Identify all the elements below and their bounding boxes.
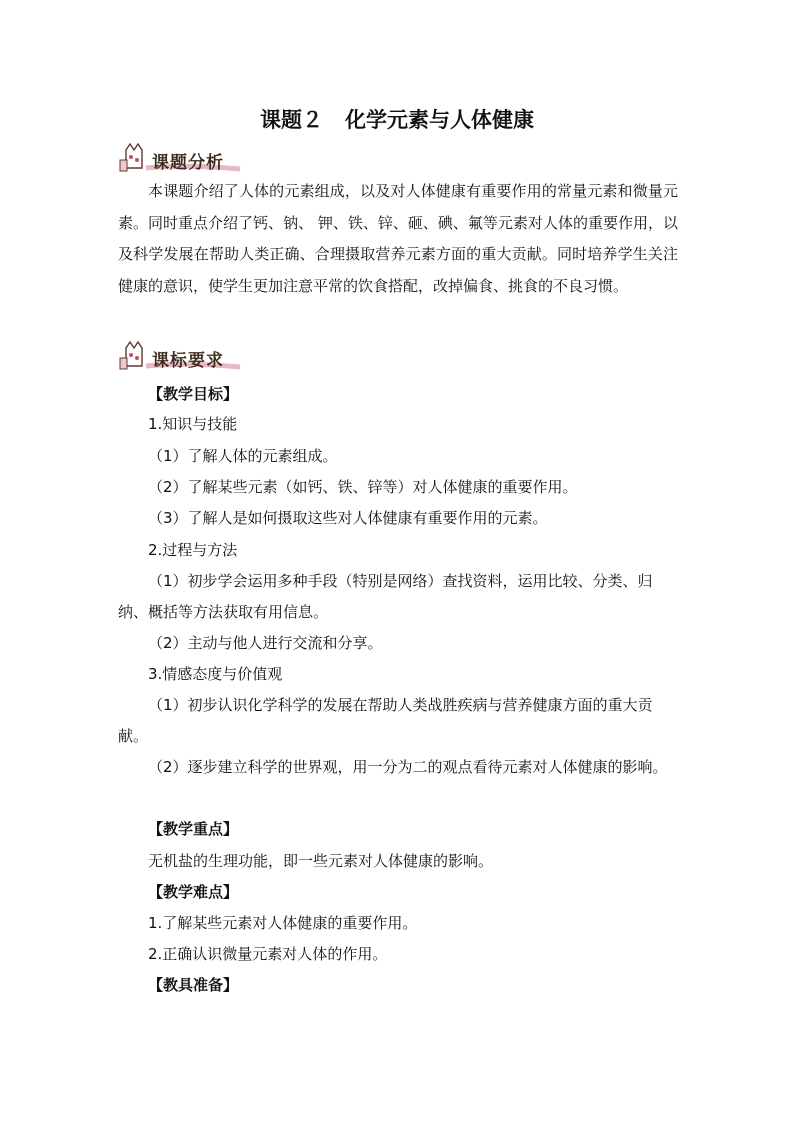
process-item-2: （2）主动与他人进行交流和分享。 <box>148 634 383 652</box>
emotion-item-1: （1）初步认识化学科学的发展在帮助人类战胜疾病与营养健康方面的重大贡献。 <box>118 696 653 745</box>
difficulty-item-2: 2.正确认识微量元素对人体的作用。 <box>148 945 388 963</box>
process-heading: 2.过程与方法 <box>148 541 238 559</box>
knowledge-heading: 1.知识与技能 <box>148 415 238 433</box>
difficulty-item-1: 1.了解某些元素对人体健康的重要作用。 <box>148 914 418 932</box>
knowledge-item-3: （3）了解人是如何摄取这些对人体健康有重要作用的元素。 <box>148 509 548 527</box>
difficulties-heading: 【教学难点】 <box>148 883 239 901</box>
section-badge-standard <box>116 340 246 374</box>
key-points-heading: 【教学重点】 <box>148 820 239 838</box>
materials-heading: 【教具准备】 <box>148 976 239 994</box>
analysis-paragraph: 本课题介绍了人体的元素组成，以及对人体健康有重要作用的常量元素和微量元素。同时重点介绍了钙、钠、 钾、铁、锌、砸、碘、氟等元素对人体的重要作用，以及科学发展在帮助人类正确、合理摄取营养元素方面的重大贡献。同时培养学生关注健康的意识，使学生更加注意平常的饮食搭配，改掉偏食、挑食的不良习惯。 <box>118 182 678 295</box>
emotion-heading: 3.情感态度与价值观 <box>148 665 283 683</box>
lesson-number: 课题２ <box>260 108 323 132</box>
lesson-name: 化学元素与人体健康 <box>345 108 534 132</box>
knowledge-item-2: （2）了解某些元素（如钙、铁、锌等）对人体健康的重要作用。 <box>148 478 578 496</box>
process-item-1: （1）初步学会运用多种手段（特别是网络）查找资料，运用比较、分类、归纳、概括等方法获取有用信息。 <box>118 572 653 621</box>
section-badge-analysis <box>116 142 246 176</box>
knowledge-item-1: （1）了解人体的元素组成。 <box>148 447 338 465</box>
key-points-text: 无机盐的生理功能，即一些元素对人体健康的影响。 <box>148 852 494 870</box>
section-title-standard: 课标要求 <box>152 351 224 371</box>
section-title-analysis: 课题分析 <box>152 153 224 173</box>
page-title <box>0 104 794 134</box>
emotion-item-2: （2）逐步建立科学的世界观，用一分为二的观点看待元素对人体健康的影响。 <box>148 758 668 776</box>
objectives-heading: 【教学目标】 <box>148 385 239 403</box>
